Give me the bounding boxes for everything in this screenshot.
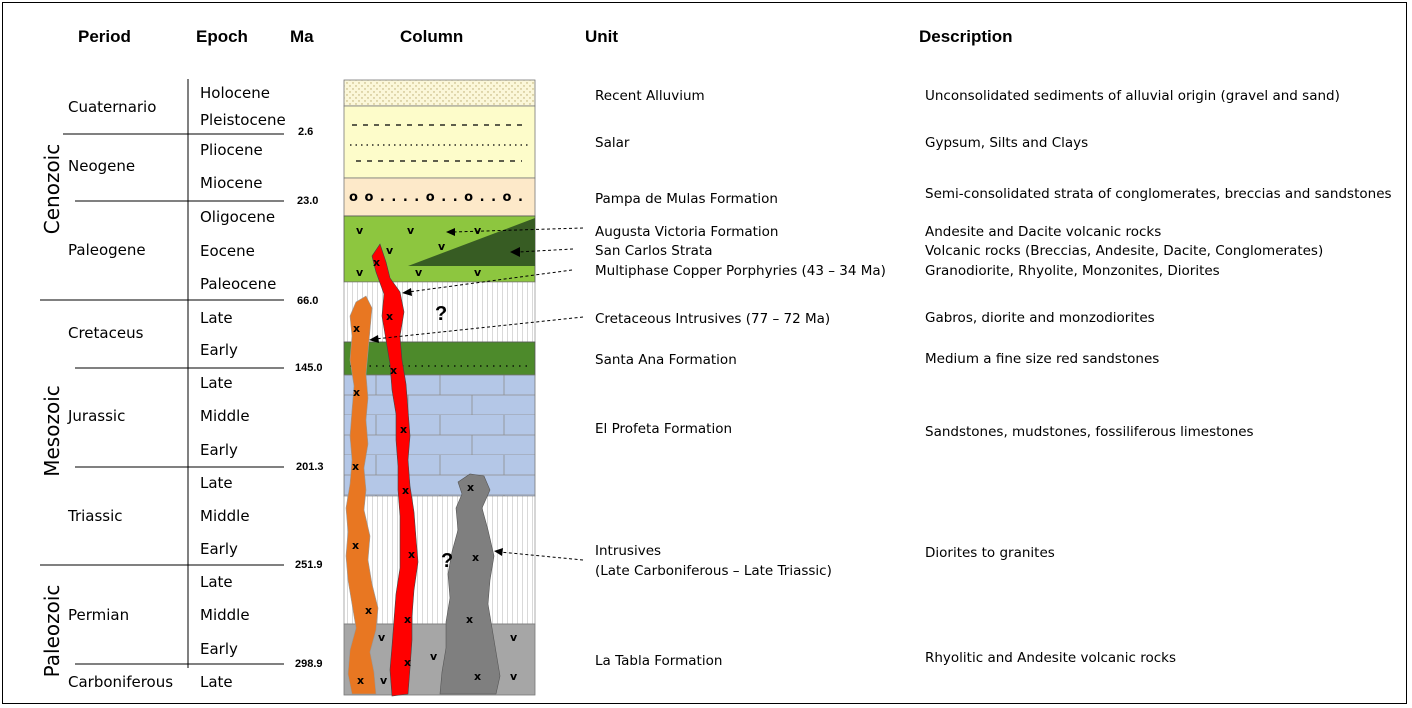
header-description: Description	[919, 27, 1013, 46]
conglomerate-pattern: o o . . . . o . . o . . o .	[349, 190, 524, 205]
unit-labels	[595, 88, 886, 669]
layer-el-profeta	[344, 375, 535, 496]
header-column: Column	[400, 27, 464, 46]
desc-augusta-victoria: Andesite and Dacite volcanic rocks	[925, 224, 1162, 240]
unit-el-profeta: El Profeta Formation	[595, 421, 733, 437]
intrusive-symbol: x	[400, 423, 408, 436]
unit-recent-alluvium: Recent Alluvium	[595, 88, 705, 104]
volcanic-symbol: v	[474, 266, 482, 279]
epoch-paleocene: Paleocene	[200, 275, 277, 293]
desc-el-profeta: Sandstones, mudstones, fossiliferous limestones	[925, 424, 1254, 440]
epoch-eocene: Eocene	[200, 242, 255, 260]
era-paleozoic: Paleozoic	[40, 584, 64, 678]
ma-tick: 298.9	[295, 658, 323, 670]
intrusive-symbol: x	[365, 604, 373, 617]
volcanic-symbol: v	[510, 670, 518, 683]
volcanic-symbol: v	[474, 224, 482, 237]
desc-pampa-de-mulas: Semi-consolidated strata of conglomerates, breccias and sandstones	[925, 186, 1392, 202]
intrusive-symbol: x	[466, 613, 474, 626]
intrusive-symbol: x	[404, 613, 412, 626]
epoch-pliocene: Pliocene	[200, 141, 263, 159]
unit-santa-ana: Santa Ana Formation	[595, 352, 737, 368]
unit-la-tabla: La Tabla Formation	[595, 653, 723, 669]
desc-salar: Gypsum, Silts and Clays	[925, 135, 1089, 151]
period-carboniferous: Carboniferous	[68, 673, 174, 691]
intrusive-symbol: x	[373, 256, 381, 269]
intrusive-symbol: x	[408, 548, 416, 561]
unit-salar: Salar	[595, 135, 630, 151]
ma-tick: 145.0	[295, 362, 323, 374]
epoch-triassic-late: Late	[200, 474, 233, 492]
epoch-miocene: Miocene	[200, 174, 263, 192]
unit-augusta-victoria: Augusta Victoria Formation	[595, 224, 779, 240]
ma-tick: 66.0	[297, 295, 319, 307]
period-permian: Permian	[68, 606, 130, 624]
layer-alluvium	[344, 80, 535, 106]
intrusive-symbol: x	[474, 670, 482, 683]
volcanic-symbol: v	[430, 650, 438, 663]
volcanic-symbol: v	[386, 244, 394, 257]
era-cenozoic: Cenozoic	[40, 143, 64, 235]
intrusive-symbol: x	[352, 460, 360, 473]
intrusive-symbol: x	[467, 481, 475, 494]
volcanic-symbol: v	[415, 266, 423, 279]
volcanic-symbol: v	[356, 266, 364, 279]
intrusive-symbol: x	[352, 539, 360, 552]
intrusive-symbol: x	[386, 310, 394, 323]
ma-tick: 251.9	[295, 559, 323, 571]
volcanic-symbol: v	[380, 674, 388, 687]
unknown-mark: ?	[441, 550, 454, 572]
intrusive-symbol: x	[390, 364, 398, 377]
header-ma: Ma	[290, 27, 314, 46]
desc-intrusives: Diorites to granites	[925, 545, 1055, 561]
epoch-pleistocene: Pleistocene	[200, 111, 286, 129]
ma-ticks	[295, 126, 324, 670]
epoch-permian-middle: Middle	[200, 606, 250, 624]
desc-la-tabla: Rhyolitic and Andesite volcanic rocks	[925, 650, 1176, 666]
volcanic-symbol: v	[510, 631, 518, 644]
epoch-cretaceous-early: Early	[200, 341, 238, 359]
epoch-triassic-middle: Middle	[200, 507, 250, 525]
intrusive-symbol: x	[472, 551, 480, 564]
epoch-holocene: Holocene	[200, 84, 271, 102]
intrusive-symbol: x	[404, 656, 412, 669]
period-jurassic: Jurassic	[68, 407, 126, 425]
desc-cretaceous-intrusives: Gabros, diorite and monzodiorites	[925, 310, 1155, 326]
unit-pampa-de-mulas: Pampa de Mulas Formation	[595, 191, 778, 207]
era-mesozoic: Mesozoic	[40, 385, 64, 477]
header-period: Period	[78, 27, 131, 46]
intrusive-symbol: x	[353, 322, 361, 335]
ma-tick: 2.6	[298, 126, 314, 138]
intrusive-symbol: x	[353, 386, 361, 399]
ma-tick: 201.3	[296, 461, 324, 473]
epoch-jurassic-middle: Middle	[200, 407, 250, 425]
intrusive-symbol: x	[357, 674, 365, 687]
desc-recent-alluvium: Unconsolidated sediments of alluvial origin (gravel and sand)	[925, 88, 1340, 104]
epoch-jurassic-late: Late	[200, 374, 233, 392]
desc-san-carlos: Volcanic rocks (Breccias, Andesite, Dacite, Conglomerates)	[925, 243, 1324, 259]
period-cuaternario: Cuaternario	[68, 98, 157, 116]
epoch-list	[200, 84, 286, 691]
unit-intrusives: Intrusives	[595, 543, 662, 559]
layer-santa-ana	[344, 342, 535, 375]
unknown-mark: ?	[435, 303, 448, 325]
epoch-permian-early: Early	[200, 640, 238, 658]
desc-santa-ana: Medium a fine size red sandstones	[925, 351, 1160, 367]
volcanic-symbol: v	[356, 224, 364, 237]
epoch-jurassic-early: Early	[200, 441, 238, 459]
description-labels	[925, 88, 1392, 666]
unit-copper-porphyries: Multiphase Copper Porphyries (43 – 34 Ma)	[595, 263, 886, 279]
period-neogene: Neogene	[68, 157, 136, 175]
unit-cretaceous-intrusives: Cretaceous Intrusives (77 – 72 Ma)	[595, 311, 831, 327]
period-triassic: Triassic	[68, 507, 123, 525]
intrusive-symbol: x	[402, 484, 410, 497]
epoch-triassic-early: Early	[200, 540, 238, 558]
epoch-permian-late: Late	[200, 573, 233, 591]
volcanic-symbol: v	[407, 224, 415, 237]
header-epoch: Epoch	[196, 27, 248, 46]
period-paleogene: Paleogene	[68, 241, 146, 259]
unit-san-carlos: San Carlos Strata	[595, 243, 713, 259]
ma-tick: 23.0	[297, 195, 319, 207]
desc-copper-porphyries: Granodiorite, Rhyolite, Monzonites, Diorites	[925, 263, 1220, 279]
strat-column	[344, 80, 535, 696]
volcanic-symbol: v	[378, 631, 386, 644]
layer-salar	[344, 106, 535, 178]
unit-intrusives-age: (Late Carboniferous – Late Triassic)	[595, 563, 832, 579]
epoch-cretaceous-late: Late	[200, 309, 233, 327]
period-cretaceus: Cretaceus	[68, 324, 144, 342]
epoch-carboniferous-late: Late	[200, 673, 233, 691]
header-unit: Unit	[585, 27, 619, 46]
volcanic-symbol: v	[438, 240, 446, 253]
epoch-oligocene: Oligocene	[200, 208, 276, 226]
